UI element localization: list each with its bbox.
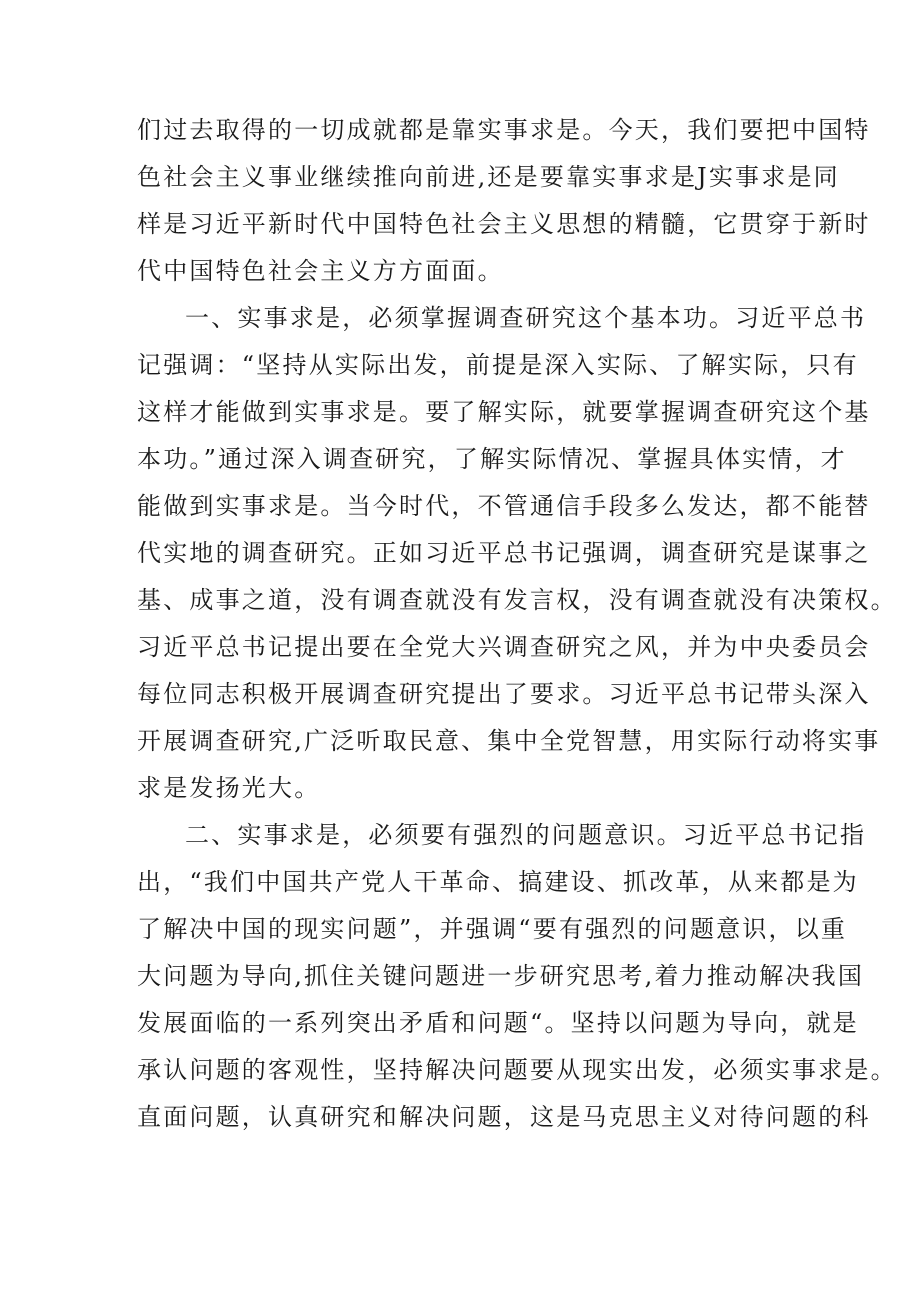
text-line-1: 们过去取得的一切成就都是靠实事求是。今天，我们要把中国特 bbox=[137, 116, 871, 144]
text-line-15: 求是发扬光大。 bbox=[137, 774, 321, 802]
text-line-13: 每位同志积极开展调查研究提出了要求。习近平总书记带头深入 bbox=[137, 680, 871, 708]
text-line-4: 代中国特色社会主义方方面面。 bbox=[137, 257, 504, 285]
text-line-22: 直面问题，认真研究和解决问题，这是马克思主义对待问题的科 bbox=[137, 1103, 871, 1131]
text-line-14: 开展调查研究,广泛听取民意、集中全党智慧，用实际行动将实事 bbox=[137, 727, 881, 755]
text-line-12: 习近平总书记提出要在全党大兴调查研究之风，并为中央委员会 bbox=[137, 633, 871, 661]
section-two-heading-line: 二、实事求是，必须要有强烈的问题意识。习近平总书记指 bbox=[185, 821, 867, 849]
text-line-10: 代实地的调查研究。正如习近平总书记强调，调查研究是谋事之 bbox=[137, 539, 871, 567]
text-line-3: 样是习近平新时代中国特色社会主义思想的精髓，它贯穿于新时 bbox=[137, 210, 871, 238]
text-line-8: 本功。”通过深入调查研究，了解实际情况、掌握具体实情，才 bbox=[137, 445, 847, 473]
text-line-17: 出，“我们中国共产党人干革命、搞建设、抓改革，从来都是为 bbox=[137, 868, 859, 896]
text-line-2: 色社会主义事业继续推向前进,还是要靠实事求是J实事求是同 bbox=[137, 163, 840, 191]
text-line-11: 基、成事之道，没有调查就没有发言权，没有调查就没有决策权。 bbox=[137, 586, 897, 614]
text-line-19: 大问题为导向,抓住关键问题进一步研究思考,着力推动解决我国 bbox=[137, 962, 865, 990]
text-line-21: 承认问题的客观性，坚持解决问题要从现实出发，必须实事求是。 bbox=[137, 1056, 897, 1084]
text-line-9: 能做到实事求是。当今时代，不管通信手段多么发达，都不能替 bbox=[137, 492, 871, 520]
text-line-7: 这样才能做到实事求是。要了解实际，就要掌握调查研究这个基 bbox=[137, 398, 871, 426]
text-line-20: 发展面临的一系列突出矛盾和问题“。坚持以问题为导向，就是 bbox=[137, 1009, 859, 1037]
body-text bbox=[137, 107, 897, 1141]
text-line-18: 了解决中国的现实问题”，并强调“要有强烈的问题意识，以重 bbox=[137, 915, 848, 943]
section-one-heading-line: 一、实事求是，必须掌握调查研究这个基本功。习近平总书 bbox=[185, 304, 867, 332]
text-line-6: 记强调：“坚持从实际出发，前提是深入实际、了解实际，只有 bbox=[137, 351, 859, 379]
